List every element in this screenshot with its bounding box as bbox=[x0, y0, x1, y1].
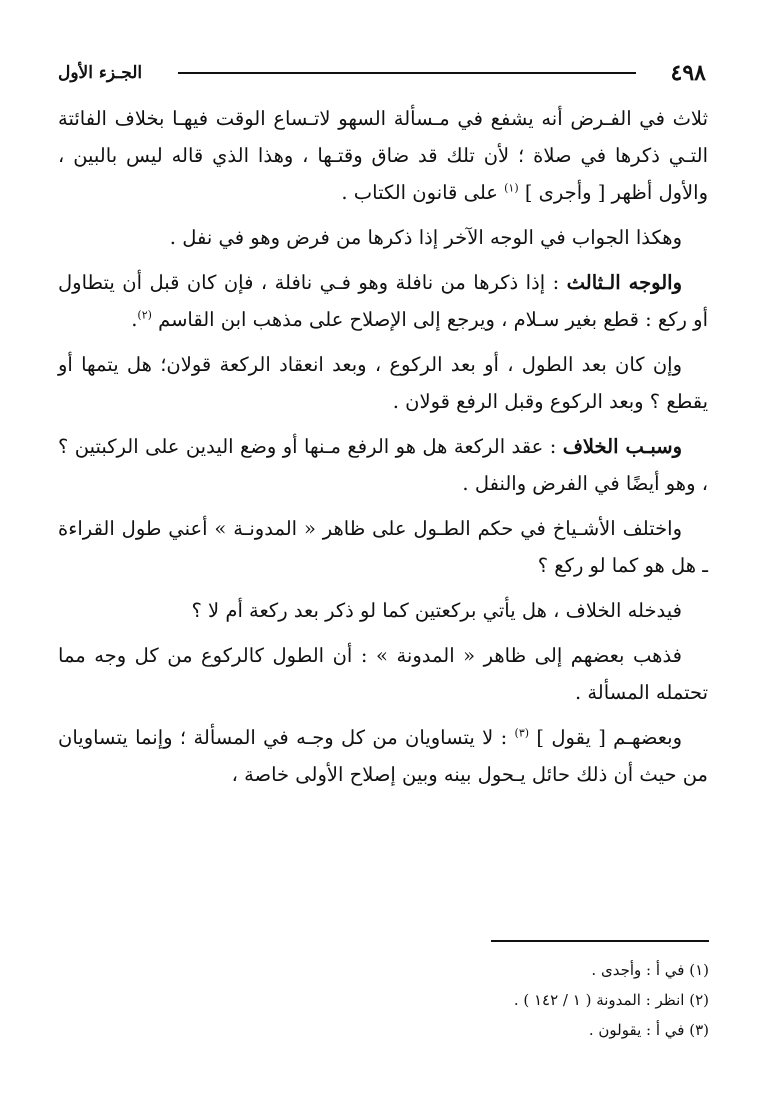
paragraph bbox=[58, 510, 708, 584]
text-run: على قانون الكتاب . bbox=[341, 181, 505, 204]
text-run: واختلف الأشـياخ في حكم الطـول على ظاهر « المدونـة » أعني طول القراءة ـ هل هو كما لو ركع ؟ bbox=[58, 517, 708, 577]
paragraph bbox=[58, 719, 708, 793]
paragraph bbox=[58, 100, 708, 211]
paragraph bbox=[58, 219, 708, 256]
footnote: (٢) انظر : المدونة ( ١ / ١٤٢ ) . bbox=[513, 991, 709, 1009]
text-run: : لا يتساويان من كل وجـه في المسألة ؛ وإنما يتساويان من حيث أن ذلك حائل يـحول بينه وبين إصلاح الأولى خاصة ، bbox=[58, 726, 708, 786]
paragraph bbox=[58, 592, 708, 629]
bold-heading: والوجه الـثالث bbox=[566, 271, 682, 294]
text-run: فيدخله الخلاف ، هل يأتي بركعتين كما لو ذكر بعد ركعة أم لا ؟ bbox=[191, 599, 682, 622]
text-run: وهكذا الجواب في الوجه الآخر إذا ذكرها من فرض وهو في نفل . bbox=[169, 226, 682, 249]
footnote-ref: (١) bbox=[504, 181, 519, 195]
text-run: ثلاث في الفـرض أنه يشفع في مـسألة السهو لاتـساع الوقت فيهـا بخلاف الفائتة التـي ذكرها في صلاة ؛ لأن تلك قد ضاق وقتـها ، وهذا الذي قاله ليس بالبين ، والأول أظهر [ وأجرى ] bbox=[58, 107, 708, 204]
bold-heading: وسبـب الخلاف bbox=[562, 435, 682, 458]
header-rule bbox=[178, 72, 636, 74]
text-run: فذهب بعضهم إلى ظاهر « المدونة » : أن الطول كالركوع من كل وجه مما تحتمله المسألة . bbox=[58, 644, 708, 704]
paragraph bbox=[58, 428, 708, 502]
text-run: وإن كان بعد الطول ، أو بعد الركوع ، وبعد انعقاد الركعة قولان؛ هل يتمها أو يقطع ؟ وبعد الركوع وقبل الرفع قولان . bbox=[58, 353, 708, 413]
paragraph bbox=[58, 264, 708, 338]
text-run: وبعضهـم [ يقول ] bbox=[529, 726, 682, 749]
main-text bbox=[58, 100, 708, 801]
running-header bbox=[58, 58, 706, 88]
footnotes bbox=[309, 955, 709, 1045]
text-run: . bbox=[131, 308, 138, 331]
text-run: : إذا ذكرها من نافلة وهو فـي نافلة ، فإن كان قبل أن يتطاول أو ركع : قطع بغير سـلام ، ويرجع إلى الإصلاح على مذهب ابن القاسم bbox=[58, 271, 708, 331]
footnote: (٣) في أ : يقولون . bbox=[588, 1021, 709, 1039]
footnote-ref: (٢) bbox=[137, 308, 152, 322]
paragraph bbox=[58, 637, 708, 711]
volume-title: الجـزء الأول bbox=[58, 63, 143, 83]
text-run: : عقد الركعة هل هو الرفع مـنها أو وضع اليدين على الركبتين ؟ ، وهو أيضًا في الفرض والنفل . bbox=[58, 435, 708, 495]
footnote: (١) في أ : وأجدى . bbox=[591, 961, 709, 979]
paragraph bbox=[58, 346, 708, 420]
page-number: ٤٩٨ bbox=[670, 60, 706, 86]
footnote-divider bbox=[491, 940, 709, 942]
footnote-ref: (٣) bbox=[514, 726, 530, 740]
